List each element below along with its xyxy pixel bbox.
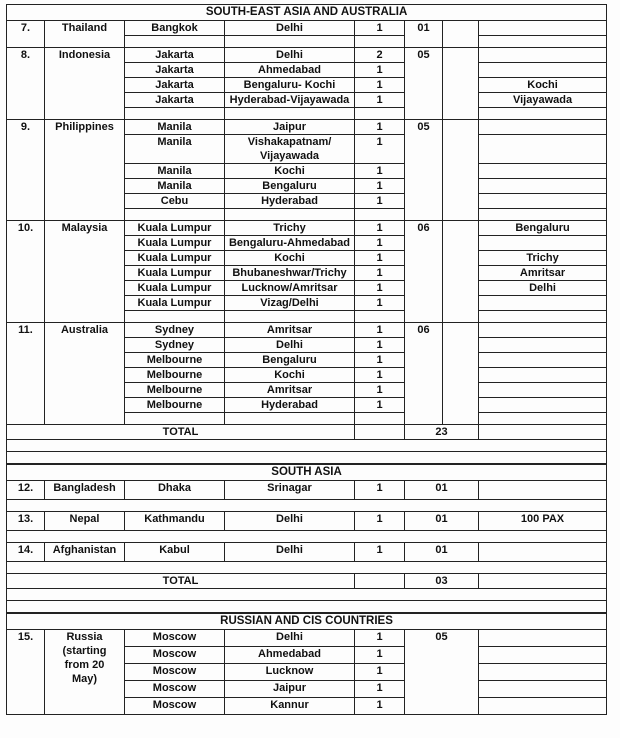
remark: 100 PAX: [479, 512, 607, 531]
remark: [479, 236, 607, 251]
origin-city: Manila: [125, 179, 225, 194]
table-row: [7, 481, 607, 500]
origin-city: Bangkok: [125, 21, 225, 36]
serial-number: 9.: [7, 120, 45, 221]
blank-cell: [7, 440, 607, 452]
empty-cell: [355, 36, 405, 48]
table-row: [7, 21, 607, 36]
empty-cell: [125, 311, 225, 323]
frequency: 1: [355, 281, 405, 296]
empty-cell: [355, 425, 405, 440]
origin-city: Moscow: [125, 647, 225, 664]
destination-city: Bengaluru: [225, 353, 355, 368]
frequency: 1: [355, 681, 405, 698]
frequency: 1: [355, 338, 405, 353]
remark: [479, 383, 607, 398]
empty-cell: [479, 36, 607, 48]
remark: [479, 481, 607, 500]
frequency: 1: [355, 221, 405, 236]
blank-row: [7, 452, 607, 464]
flight-schedule-sheet: [6, 4, 606, 715]
frequency: 1: [355, 179, 405, 194]
country-name: Nepal: [45, 512, 125, 531]
country-total: 05: [405, 48, 443, 120]
frequency: 1: [355, 630, 405, 647]
country-total: 06: [405, 221, 443, 323]
remark: [479, 353, 607, 368]
destination-city: Jaipur: [225, 681, 355, 698]
origin-city: Kuala Lumpur: [125, 266, 225, 281]
frequency: 1: [355, 543, 405, 562]
remark: [479, 135, 607, 164]
remark: [479, 543, 607, 562]
remark: [479, 296, 607, 311]
frequency: 1: [355, 398, 405, 413]
country-name: Philippines: [45, 120, 125, 221]
frequency: 1: [355, 266, 405, 281]
origin-city: Moscow: [125, 681, 225, 698]
empty-cell: [443, 21, 479, 48]
table-row: [7, 221, 607, 236]
destination-city: Bengaluru-Ahmedabad: [225, 236, 355, 251]
empty-cell: [479, 209, 607, 221]
blank-cell: [7, 589, 607, 601]
empty-cell: [479, 647, 607, 664]
origin-city: Sydney: [125, 338, 225, 353]
empty-cell: [125, 209, 225, 221]
blank-cell: [7, 562, 607, 574]
serial-number: 12.: [7, 481, 45, 500]
serial-number: 10.: [7, 221, 45, 323]
empty-cell: [355, 209, 405, 221]
destination-city: Hyderabad-Vijayawada: [225, 93, 355, 108]
section-title-sea: SOUTH-EAST ASIA AND AUSTRALIA: [7, 5, 607, 21]
frequency: 1: [355, 481, 405, 500]
frequency: 1: [355, 194, 405, 209]
frequency: 1: [355, 353, 405, 368]
remark: [479, 120, 607, 135]
country-name: [45, 630, 125, 715]
remark: [479, 48, 607, 63]
frequency: 1: [355, 647, 405, 664]
empty-cell: [443, 120, 479, 221]
destination-city: Kochi: [225, 164, 355, 179]
origin-city: Sydney: [125, 323, 225, 338]
origin-city: Kuala Lumpur: [125, 236, 225, 251]
destination-city: Delhi: [225, 21, 355, 36]
destination-city: Lucknow: [225, 664, 355, 681]
blank-row: [7, 601, 607, 613]
origin-city: Melbourne: [125, 383, 225, 398]
remark: [479, 179, 607, 194]
origin-city: Dhaka: [125, 481, 225, 500]
remark: [479, 368, 607, 383]
blank-row: [7, 440, 607, 452]
cis-table: [6, 613, 607, 715]
destination-city: Kochi: [225, 368, 355, 383]
origin-city: Moscow: [125, 664, 225, 681]
table-row: [7, 512, 607, 531]
empty-cell: [355, 108, 405, 120]
empty-cell: [479, 425, 607, 440]
remark: [479, 323, 607, 338]
total-value: 03: [405, 574, 479, 589]
empty-cell: [225, 209, 355, 221]
origin-city: Melbourne: [125, 398, 225, 413]
destination-city: Jaipur: [225, 120, 355, 135]
remark: [479, 63, 607, 78]
empty-cell: [479, 574, 607, 589]
empty-cell: [355, 413, 405, 425]
empty-cell: [479, 681, 607, 698]
remark: [479, 398, 607, 413]
destination-city: Delhi: [225, 48, 355, 63]
blank-cell: [7, 531, 607, 543]
destination-city: Delhi: [225, 338, 355, 353]
remark: Trichy: [479, 251, 607, 266]
empty-cell: [479, 698, 607, 715]
empty-cell: [225, 36, 355, 48]
frequency: 1: [355, 120, 405, 135]
destination-city: Hyderabad: [225, 194, 355, 209]
origin-city: Jakarta: [125, 48, 225, 63]
frequency: 1: [355, 251, 405, 266]
origin-city: Moscow: [125, 630, 225, 647]
frequency: 1: [355, 135, 405, 164]
country-name: Afghanistan: [45, 543, 125, 562]
country-total: 05: [405, 120, 443, 221]
origin-city: Kuala Lumpur: [125, 251, 225, 266]
destination-city: Vishakapatnam/ Vijayawada: [225, 135, 355, 164]
empty-cell: [479, 413, 607, 425]
serial-number: 11.: [7, 323, 45, 425]
blank-row: [7, 562, 607, 574]
destination-city: Ahmedabad: [225, 647, 355, 664]
empty-cell: [125, 108, 225, 120]
origin-city: Jakarta: [125, 93, 225, 108]
empty-cell: [479, 664, 607, 681]
frequency: 1: [355, 63, 405, 78]
destination-city: Hyderabad: [225, 398, 355, 413]
remark: [479, 338, 607, 353]
empty-cell: [479, 108, 607, 120]
total-row: [7, 425, 607, 440]
empty-cell: [355, 574, 405, 589]
destination-city: Delhi: [225, 512, 355, 531]
empty-cell: [479, 630, 607, 647]
country-total: 06: [405, 323, 443, 425]
country-name: Indonesia: [45, 48, 125, 120]
section-title-cis: RUSSIAN AND CIS COUNTRIES: [7, 614, 607, 630]
frequency: 2: [355, 48, 405, 63]
blank-row: [7, 500, 607, 512]
origin-city: Manila: [125, 120, 225, 135]
table-row: [7, 48, 607, 63]
origin-city: Manila: [125, 135, 225, 164]
destination-city: Bengaluru: [225, 179, 355, 194]
blank-cell: [7, 601, 607, 613]
total-row: [7, 574, 607, 589]
country-name-line: from 20: [64, 659, 105, 671]
frequency: 1: [355, 383, 405, 398]
frequency: 1: [355, 21, 405, 36]
empty-cell: [125, 36, 225, 48]
origin-city: Cebu: [125, 194, 225, 209]
country-total: 01: [405, 481, 479, 500]
country-name: Australia: [45, 323, 125, 425]
country-name: Thailand: [45, 21, 125, 48]
section-title-south-asia: SOUTH ASIA: [7, 465, 607, 481]
empty-cell: [355, 311, 405, 323]
remark: [479, 164, 607, 179]
destination-city: Kannur: [225, 698, 355, 715]
country-total: 01: [405, 21, 443, 48]
origin-city: Manila: [125, 164, 225, 179]
remark: [479, 194, 607, 209]
blank-row: [7, 589, 607, 601]
destination-city: Lucknow/Amritsar: [225, 281, 355, 296]
empty-cell: [225, 311, 355, 323]
destination-city: Srinagar: [225, 481, 355, 500]
remark: Vijayawada: [479, 93, 607, 108]
remark: Kochi: [479, 78, 607, 93]
country-total: 01: [405, 512, 479, 531]
total-label: TOTAL: [7, 425, 355, 440]
total-value: 23: [405, 425, 479, 440]
remark: Delhi: [479, 281, 607, 296]
destination-city: Ahmedabad: [225, 63, 355, 78]
frequency: 1: [355, 93, 405, 108]
origin-city: Kathmandu: [125, 512, 225, 531]
destination-city: Amritsar: [225, 323, 355, 338]
destination-city: Trichy: [225, 221, 355, 236]
remark: Amritsar: [479, 266, 607, 281]
country-name-line: (starting: [62, 645, 107, 657]
empty-cell: [443, 221, 479, 323]
empty-cell: [225, 108, 355, 120]
origin-city: Melbourne: [125, 368, 225, 383]
destination-city: Delhi: [225, 630, 355, 647]
empty-cell: [225, 413, 355, 425]
blank-row: [7, 531, 607, 543]
country-name: Malaysia: [45, 221, 125, 323]
frequency: 1: [355, 698, 405, 715]
empty-cell: [443, 323, 479, 425]
destination-city: Delhi: [225, 543, 355, 562]
frequency: 1: [355, 664, 405, 681]
blank-cell: [7, 500, 607, 512]
sea-table: [6, 4, 607, 464]
table-row: [7, 543, 607, 562]
sa-table: [6, 464, 607, 613]
frequency: 1: [355, 236, 405, 251]
frequency: 1: [355, 296, 405, 311]
empty-cell: [125, 413, 225, 425]
country-total: 05: [405, 630, 479, 715]
serial-number: 14.: [7, 543, 45, 562]
destination-city: Amritsar: [225, 383, 355, 398]
origin-city: Jakarta: [125, 63, 225, 78]
remark: [479, 21, 607, 36]
empty-cell: [443, 48, 479, 120]
destination-city: Vizag/Delhi: [225, 296, 355, 311]
destination-city: Kochi: [225, 251, 355, 266]
origin-city: Kuala Lumpur: [125, 221, 225, 236]
table-row: [7, 323, 607, 338]
country-name-line: Russia: [66, 631, 103, 643]
frequency: 1: [355, 512, 405, 531]
table-row: [7, 120, 607, 135]
frequency: 1: [355, 164, 405, 179]
origin-city: Kabul: [125, 543, 225, 562]
total-label: TOTAL: [7, 574, 355, 589]
destination-city: Bhubaneshwar/Trichy: [225, 266, 355, 281]
origin-city: Jakarta: [125, 78, 225, 93]
origin-city: Moscow: [125, 698, 225, 715]
remark: Bengaluru: [479, 221, 607, 236]
country-total: 01: [405, 543, 479, 562]
frequency: 1: [355, 323, 405, 338]
serial-number: 13.: [7, 512, 45, 531]
country-name-line: May): [71, 673, 98, 685]
serial-number: 15.: [7, 630, 45, 715]
empty-cell: [479, 311, 607, 323]
blank-cell: [7, 452, 607, 464]
frequency: 1: [355, 78, 405, 93]
serial-number: 8.: [7, 48, 45, 120]
origin-city: Melbourne: [125, 353, 225, 368]
destination-city: Bengaluru- Kochi: [225, 78, 355, 93]
origin-city: Kuala Lumpur: [125, 281, 225, 296]
serial-number: 7.: [7, 21, 45, 48]
frequency: 1: [355, 368, 405, 383]
table-row: [7, 630, 607, 647]
country-name: Bangladesh: [45, 481, 125, 500]
origin-city: Kuala Lumpur: [125, 296, 225, 311]
